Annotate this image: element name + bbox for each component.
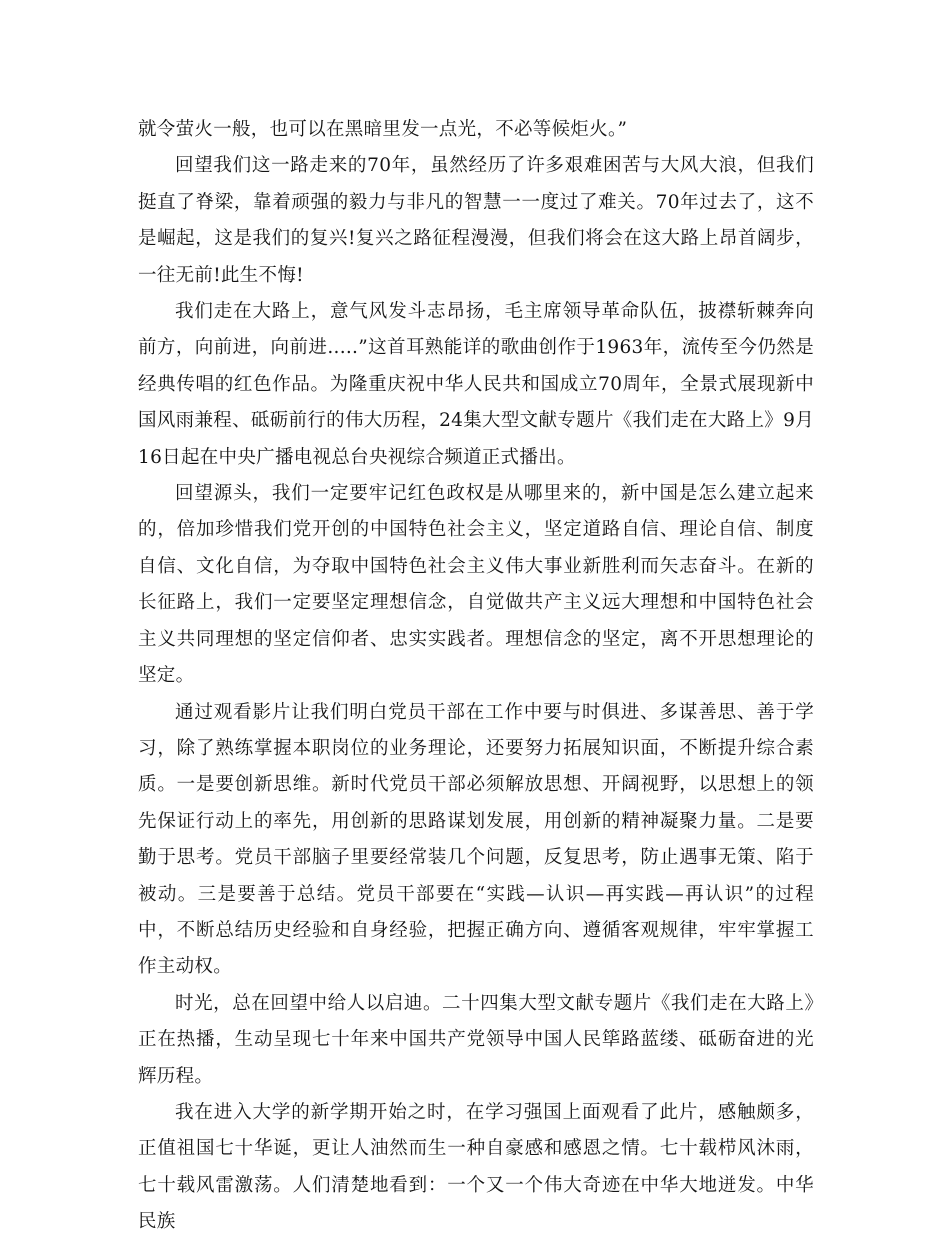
- body-text: [138, 112, 814, 1241]
- paragraph-continuation: 就令萤火一般，也可以在黑暗里发一点光，不必等候炬火。”: [138, 119, 628, 140]
- paragraph-cadres: 通过观看影片让我们明白党员干部在工作中要与时俱进、多谋善思、善于学习，除了熟练掌握本职岗位的业务理论，还要努力拓展知识面，不断提升综合素质。一是要创新思维。新时代党员干部必须解放思想、开阔视野，以思想上的领先保证行动上的率先，用创新的思路谋划发展，用创新的精神凝聚力量。二是要勤于思考。党员干部脑子里要经常装几个问题，反复思考，防止遇事无策、陷于被动。三是要善于总结。党员干部要在“实践—认识—再实践—再认识”的过程中，不断总结历史经验和自身经验，把握正确方向、遵循客观规律，牢牢掌握工作主动权。: [138, 701, 814, 978]
- paragraph-70-years: 回望我们这一路走来的70年，虽然经历了许多艰难困苦与大风大浪，但我们挺直了脊梁，靠着顽强的毅力与非凡的智慧一一度过了难关。70年过去了，这不是崛起，这是我们的复兴!复兴之路征程漫漫，但我们将会在这大路上昂首阔步，一往无前!此生不悔!: [138, 155, 814, 286]
- paragraph-song-documentary: 我们走在大路上，意气风发斗志昂扬，毛主席领导革命队伍，披襟斩棘奔向前方，向前进，向前进.....”这首耳熟能详的歌曲创作于1963年，流传至今仍然是经典传唱的红色作品。为隆重庆祝中华人民共和国成立70周年，全景式展现新中国风雨兼程、砥砺前行的伟大历程，24集大型文献专题片《我们走在大路上》9月16日起在中央广播电视总台央视综合频道正式播出。: [138, 301, 814, 468]
- paragraph-origins: 回望源头，我们一定要牢记红色政权是从哪里来的，新中国是怎么建立起来的，倍加珍惜我们党开创的中国特色社会主义，坚定道路自信、理论自信、制度自信、文化自信，为夺取中国特色社会主义伟大事业新胜利而矢志奋斗。在新的长征路上，我们一定要坚定理想信念，自觉做共产主义远大理想和中国特色社会主义共同理想的坚定信仰者、忠实实践者。理想信念的坚定，离不开思想理论的坚定。: [138, 483, 814, 687]
- paragraph-university: 我在进入大学的新学期开始之时，在学习强国上面观看了此片，感触颇多，正值祖国七十华诞，更让人油然而生一种自豪感和感恩之情。七十载栉风沐雨，七十载风雷激荡。人们清楚地看到：一个又一个伟大奇迹在中华大地迸发。中华民族: [138, 1101, 814, 1233]
- paragraph-time-reflection: 时光，总在回望中给人以启迪。二十四集大型文献专题片《我们走在大路上》正在热播，生动呈现七十年来中国共产党领导中国人民筚路蓝缕、砥砺奋进的光辉历程。: [138, 992, 814, 1087]
